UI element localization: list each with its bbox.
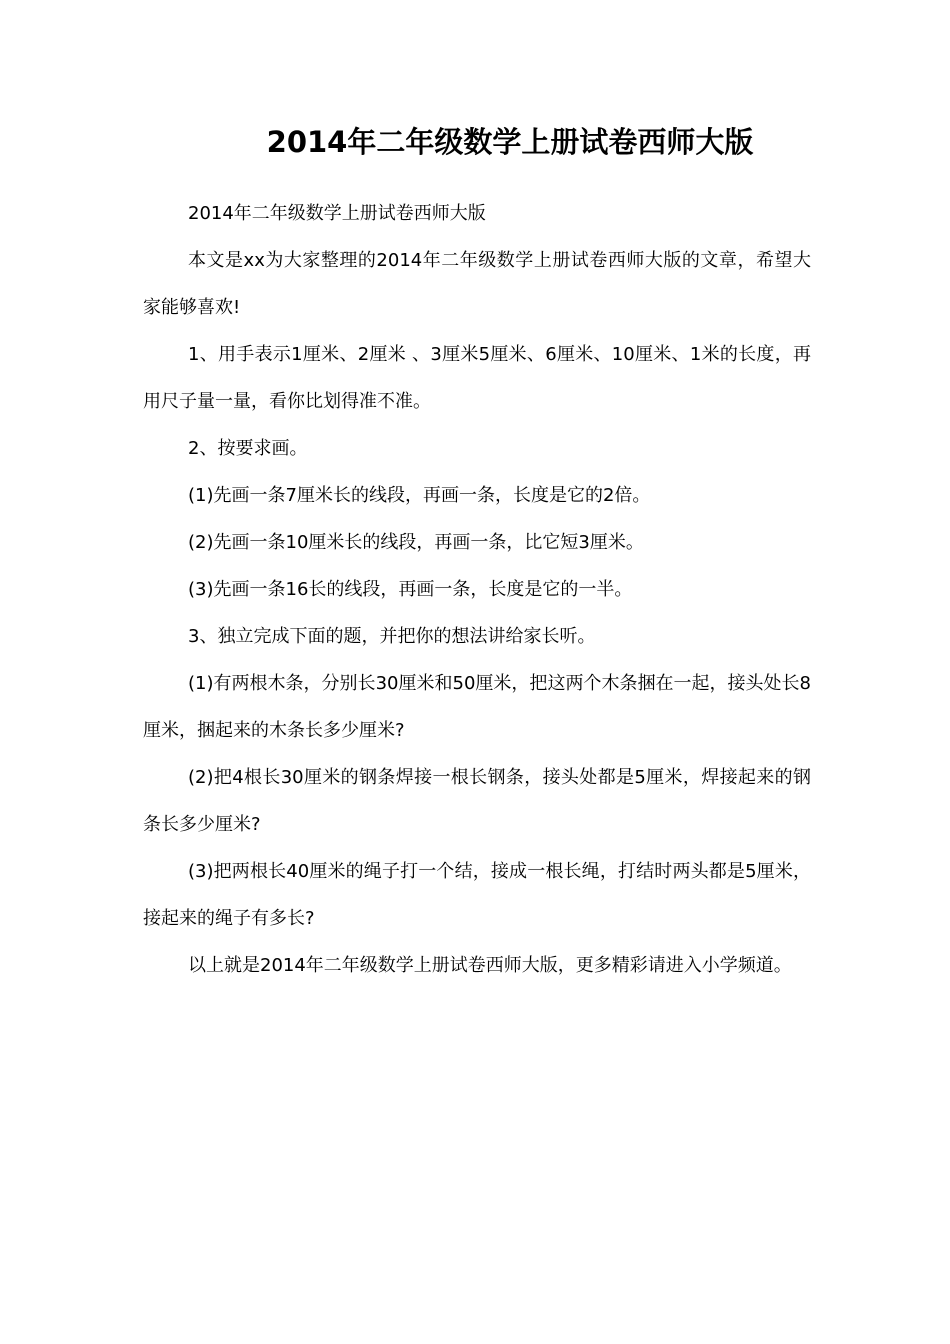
question-3-part-2: (2)把4根长30厘米的钢条焊接一根长钢条，接头处都是5厘米，焊接起来的钢条长多少厘米?	[143, 767, 811, 835]
question-1: 1、用手表示1厘米、2厘米 、3厘米5厘米、6厘米、10厘米、1米的长度，再用尺子量一量，看你比划得准不准。	[143, 344, 811, 412]
paragraph-intro: 本文是xx为大家整理的2014年二年级数学上册试卷西师大版的文章，希望大家能够喜欢!	[143, 250, 811, 318]
question-2-part-2: (2)先画一条10厘米长的线段，再画一条，比它短3厘米。	[188, 532, 644, 553]
question-3-part-1: (1)有两根木条，分别长30厘米和50厘米，把这两个木条捆在一起，接头处长8厘米，捆起来的木条长多少厘米?	[143, 673, 811, 741]
question-3-heading: 3、独立完成下面的题，并把你的想法讲给家长听。	[188, 626, 596, 647]
paragraph-subtitle: 2014年二年级数学上册试卷西师大版	[188, 203, 486, 224]
paragraph-closing: 以上就是2014年二年级数学上册试卷西师大版，更多精彩请进入小学频道。	[188, 955, 792, 976]
question-2-part-1: (1)先画一条7厘米长的线段，再画一条，长度是它的2倍。	[188, 485, 651, 506]
question-2-heading: 2、按要求画。	[188, 438, 308, 459]
document-title: 2014年二年级数学上册试卷西师大版	[266, 125, 754, 159]
question-3-part-3: (3)把两根长40厘米的绳子打一个结，接成一根长绳，打结时两头都是5厘米，接起来的绳子有多长?	[143, 861, 811, 929]
question-2-part-3: (3)先画一条16长的线段，再画一条，长度是它的一半。	[188, 579, 633, 600]
document-body	[143, 190, 811, 989]
